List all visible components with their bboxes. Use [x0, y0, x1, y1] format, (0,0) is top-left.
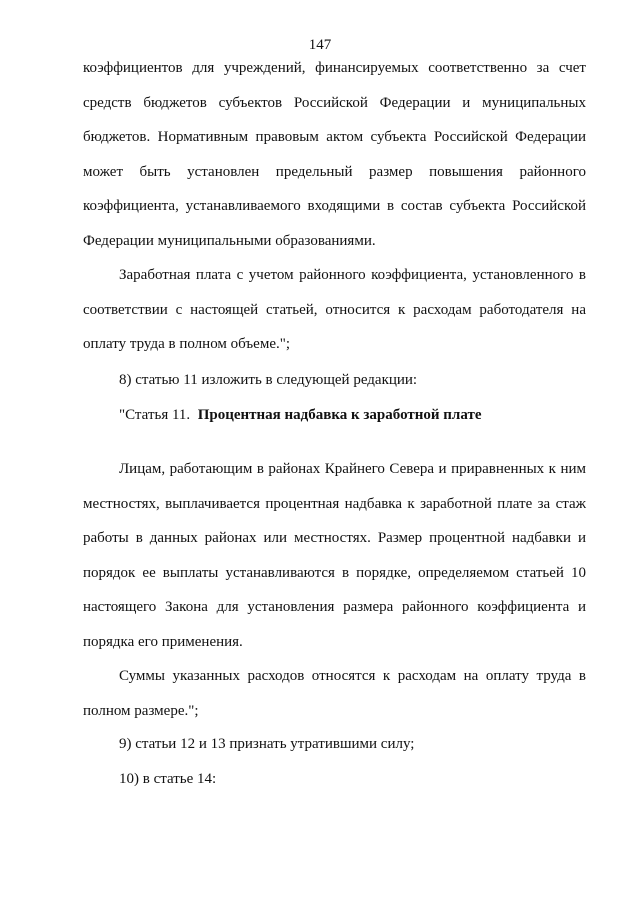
paragraph-item-9	[83, 727, 586, 762]
paragraph-salary-coefficient	[83, 258, 586, 362]
page-number: 147	[308, 37, 332, 53]
paragraph-expense-sums	[83, 659, 586, 728]
paragraph-item-8	[83, 363, 586, 398]
article-heading-line	[83, 398, 586, 433]
paragraph-item-10	[83, 762, 586, 797]
paragraph-coefficients-continuation	[83, 51, 586, 259]
article-heading	[83, 398, 586, 433]
paragraph-text: 10) в статье 14:	[119, 771, 217, 787]
paragraph-text: 8) статью 11 изложить в следующей редакции:	[119, 372, 418, 388]
paragraph-text: 9) статьи 12 и 13 признать утратившими силу;	[119, 736, 415, 752]
paragraph-text: коэффициентов для учреждений, финансируемых соответственно за счет средств бюджетов субъектов Российской Федерации и муниципальных бюджетов. Нормативным правовым актом субъекта Российской Федерации может быть установлен предельный размер повышения районного коэффициента, устанавливаемого входящими в состав субъекта Российской Федерации муниципальными образованиями.	[83, 60, 586, 249]
paragraph-text: Заработная плата с учетом районного коэффициента, установленного в соответствии с настоящей статьей, относится к расходам работодателя на оплату труда в полном объеме.";	[83, 267, 586, 353]
article-title: Процентная надбавка к заработной плате	[197, 407, 482, 423]
paragraph-percentage-bonus	[83, 452, 586, 660]
article-number: "Статья 11.	[119, 407, 191, 423]
paragraph-text: Лицам, работающим в районах Крайнего Севера и приравненных к ним местностях, выплачивается процентная надбавка к заработной плате за стаж работы в данных районах или местностях. Размер процентной надбавки и порядок ее выплаты устанавливаются в порядке, определяемом статьей 10 настоящего Закона для установления размера районного коэффициента и порядка его применения.	[83, 461, 586, 650]
paragraph-text: Суммы указанных расходов относятся к расходам на оплату труда в полном размере.";	[83, 668, 586, 719]
